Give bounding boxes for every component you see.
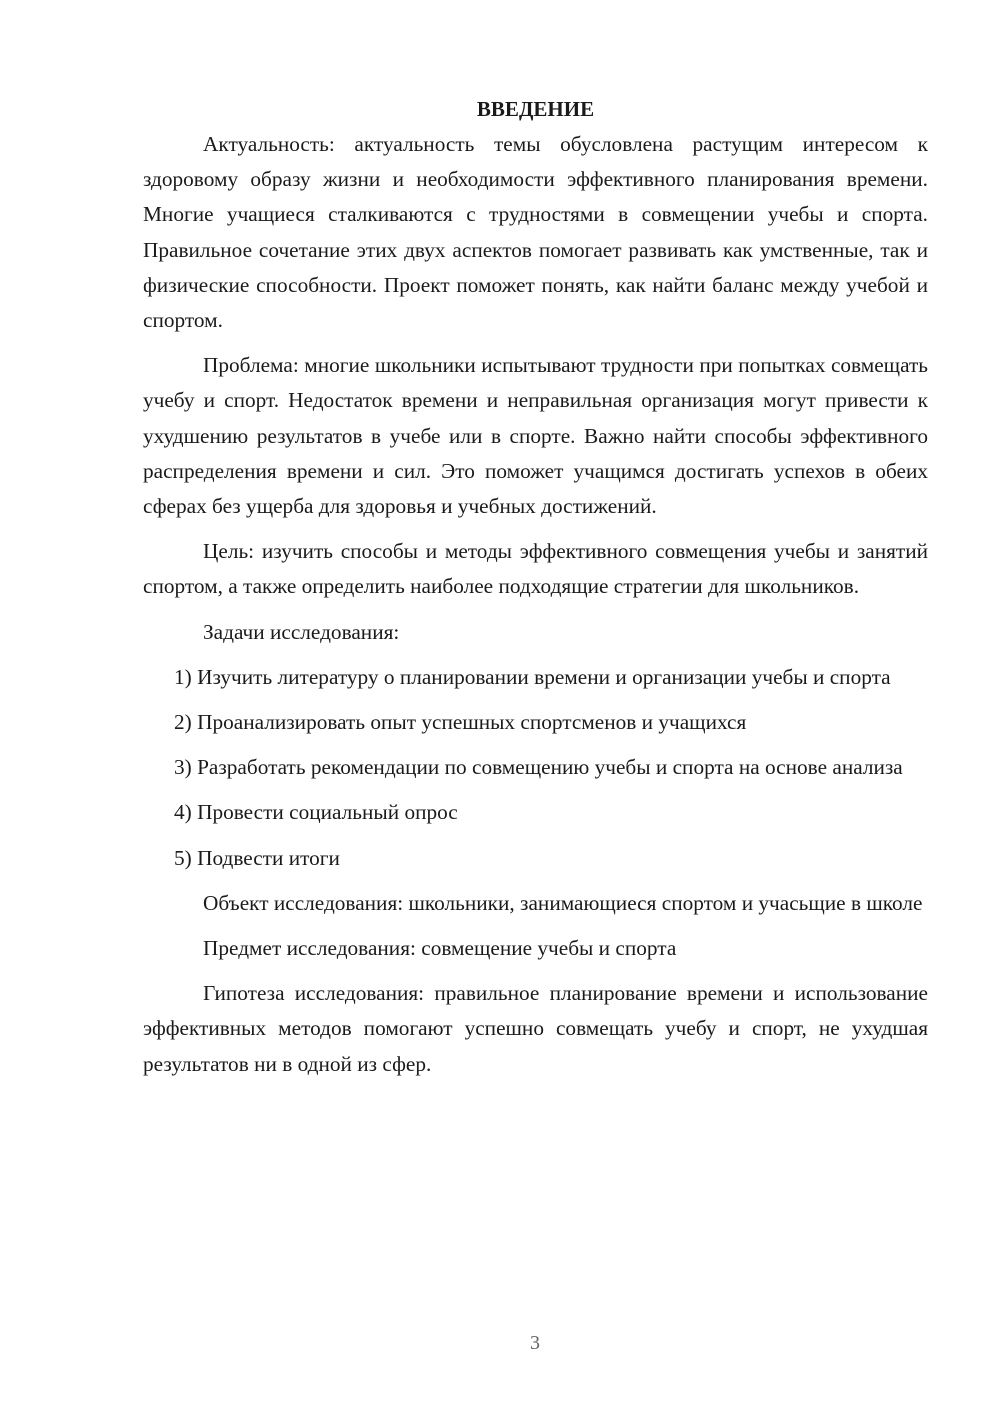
page-content [143, 92, 928, 1092]
task-item: 4) Провести социальный опрос [174, 800, 458, 825]
object-paragraph: Объект исследования: школьники, занимающиеся спортом и учасьщие в школе [203, 890, 923, 915]
task-item: 3) Разработать рекомендации по совмещению учебы и спорта на основе анализа [174, 755, 903, 780]
page-number: 3 [530, 1332, 540, 1354]
subject-paragraph: Предмет исследования: совмещение учебы и спорта [203, 936, 677, 961]
goal-paragraph: Цель: изучить способы и методы эффективного совмещения учебы и занятий спортом, а также определить наиболее подходящие стратегии для школьников. [143, 539, 928, 599]
hypothesis-paragraph: Гипотеза исследования: правильное планирование времени и использование эффективных методов помогают успешно совмещать учебу и спорт, не ухудшая результатов ни в одной из сфер. [143, 981, 928, 1076]
tasks-heading-paragraph: Задачи исследования: [203, 619, 400, 644]
task-item: 2) Проанализировать опыт успешных спортсменов и учащихся [174, 710, 747, 735]
section-heading: ВВЕДЕНИЕ [476, 97, 595, 121]
problem-paragraph: Проблема: многие школьники испытывают трудности при попытках совмещать учебу и спорт. Недостаток времени и неправильная организация могут привести к ухудшению результатов в учебе или в спорте. Важно найти способы эффективного распределения времени и сил. Это поможет учащимся достигать успехов в обеих сферах без ущерба для здоровья и учебных достижений. [143, 353, 928, 519]
relevance-paragraph: Актуальность: актуальность темы обусловлена растущим интересом к здоровому образу жизни и необходимости эффективного планирования времени. Многие учащиеся сталкиваются с трудностями в совмещении учебы и спорта. Правильное сочетание этих двух аспектов помогает развивать как умственные, так и физические способности. Проект поможет понять, как найти баланс между учебой и спортом. [143, 132, 928, 333]
task-item: 5) Подвести итоги [174, 845, 340, 870]
task-item: 1) Изучить литературу о планировании времени и организации учебы и спорта [174, 664, 891, 689]
